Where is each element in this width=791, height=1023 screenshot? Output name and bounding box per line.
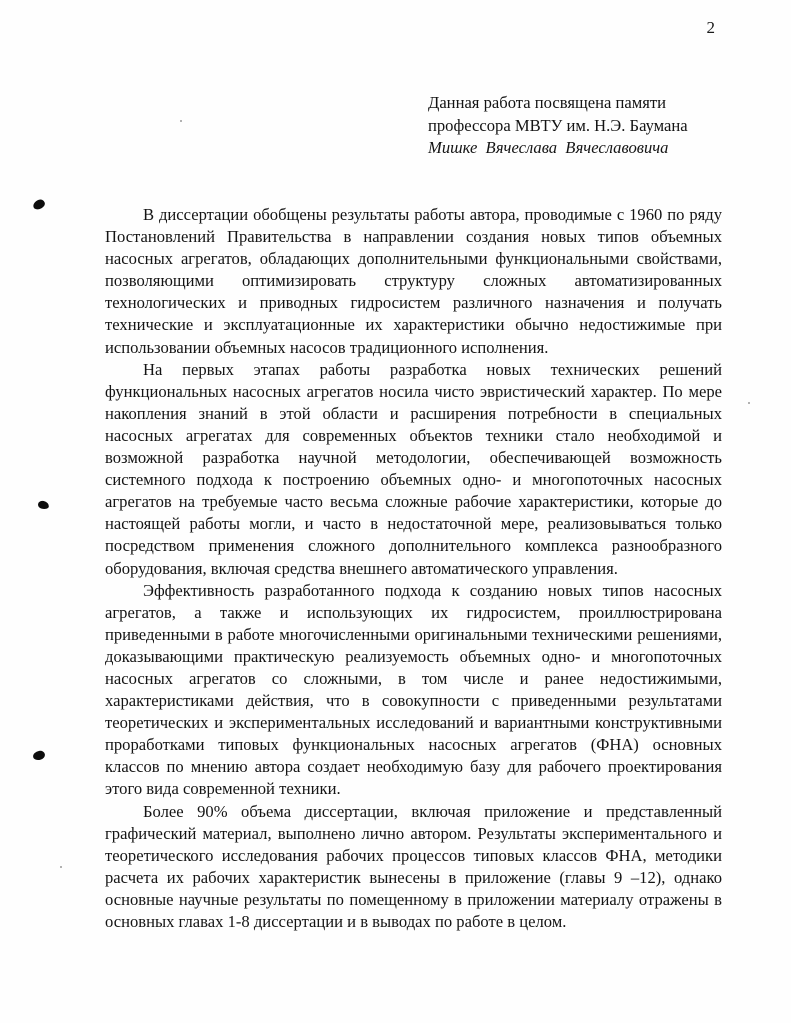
paragraph-1: В диссертации обобщены результаты работы автора, проводимые с 1960 по ряду Постановлений Правительства в направлении создания новых типов объемных насосных агрегатов, обладающих дополнительными функциональными свойствами, позволяющими оптимизировать структуру сложных автоматизированных технологических и приводных гидросистем различного назначения и получать технические и эксплуатационные их характеристики обычно недостижимые при использовании объемных насосов традиционного исполнения.: [105, 205, 722, 357]
dedication-block: [428, 92, 728, 160]
dedication-line-2: профессора МВТУ им. Н.Э. Баумана: [428, 115, 688, 135]
ink-mark: [32, 750, 45, 761]
paragraph-2: На первых этапах работы разработка новых технических решений функциональных насосных агрегатов носила чисто эвристический характер. По мере накопления знаний в этой области и расширения потребности в специальных насосных агрегатах для современных объектов техники стало необходимой и возможной разработка научной методологии, обеспечивающей возможность системного подхода к построению объемных одно- и многопоточных насосных агрегатов на требуемые часто весьма сложные рабочие характеристики, которые до настоящей работы могли, и часто в недостаточной мере, реализовываться только посредством применения сложного дополнительного комплекса разнообразного оборудования, включая средства внешнего автоматического управления.: [105, 359, 722, 578]
page-number: 2: [706, 18, 715, 37]
document-body: [105, 204, 722, 933]
ink-mark: [37, 500, 49, 510]
scan-speck: [180, 120, 182, 122]
scan-speck: [60, 866, 62, 868]
paragraph-4: Более 90% объема диссертации, включая приложение и представленный графический материал, выполнено лично автором. Результаты экспериментального и теоретического исследования рабочих процессов типовых классов ФНА, методики расчета их рабочих характеристик вынесены в приложение (главы 9 –12), однако основные научные результаты по помещенному в приложении материалу отражены в основных главах 1-8 диссертации и в выводах по работе в целом.: [105, 801, 722, 931]
ink-mark: [32, 198, 46, 210]
dedication-line-1: Данная работа посвящена памяти: [428, 93, 666, 112]
paragraph-3: Эффективность разработанного подхода к созданию новых типов насосных агрегатов, а также и использующих их гидросистем, проиллюстрирована приведенными в работе многочисленными оригинальными техническими решениями, доказывающими практическую реализуемость объемных одно- и многопоточных насосных агрегатов со сложными, в том числе и ранее недостижимыми, характеристиками действия, что в совокупности с приведенными результатами теоретических и экспериментальных исследований и вариантными конструктивными проработками типовых функциональных насосных агрегатов (ФНА) основных классов по мнению автора создает необходимую базу для рабочего проектирования этого вида современной техники.: [105, 580, 722, 799]
scan-speck: [748, 402, 750, 404]
dedication-name: Мишке Вячеслава Вячеславовича: [428, 138, 669, 157]
